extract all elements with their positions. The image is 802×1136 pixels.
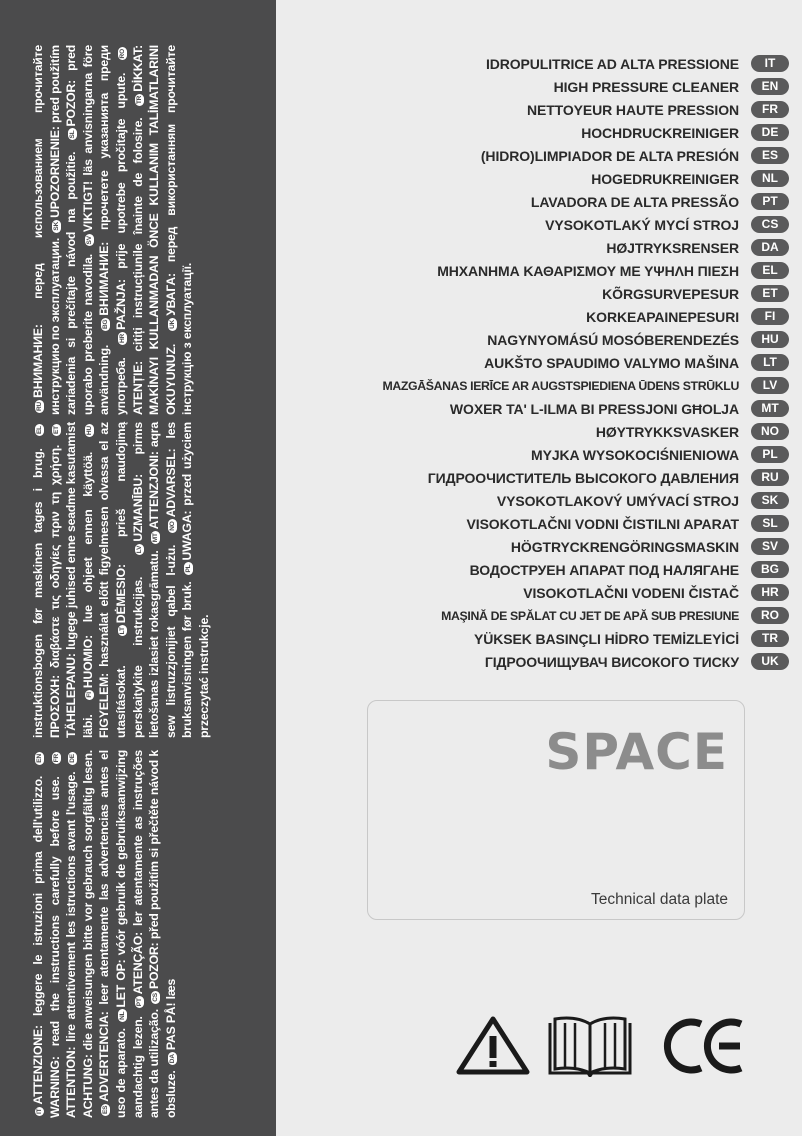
language-code-pill: CS [751,216,789,233]
title-row [287,259,778,282]
technical-data-plate-label: Technical data plate [590,891,728,908]
warning-lang-badge: EN [36,754,43,763]
warning-lang-badge: HR [118,333,126,343]
title-row [287,581,779,604]
language-code-pill: LT [751,354,789,371]
language-code-pill: ES [751,147,789,164]
warning-lang-badge: IT [36,1108,43,1114]
warning-lang-badge: EL [36,426,43,435]
language-code-pill: TR [751,630,789,647]
warning-text: LET OP: vóór gebruik de gebruiksaanwijzing aandachtig lezen. [113,750,145,1118]
warning-lang-badge: DE [69,754,77,763]
language-code-pill: BG [751,561,789,578]
warning-lang-badge: UK [168,319,176,329]
title-row [287,167,778,190]
warnings-column-1 [30,750,260,1118]
warning-text: DİKKAT: MAKİNAYI KULLANMADAN ÖNCE KULLANIM TALİMATLARINI OKUYUNUZ. [130,45,178,415]
warning-text: ATENÇÃO: ler atentamente as instruções antes da utilização. [130,750,162,1118]
title-row [287,282,778,305]
product-name: SPACE [545,723,728,781]
warning-lang-badge: PL [185,564,193,573]
language-code-pill: SV [751,538,789,555]
warning-text: ΠΡΟΣΟΧΗ: διαβάστε τις οδηγίες πριν τη χρήση. [47,438,62,738]
warning-lang-badge: LV [135,545,143,554]
warning-lang-badge: HU [85,426,93,436]
warning-text: ВНИМАНИЕ: прочетете указанията преди употреба. [97,45,128,415]
title-row [287,144,778,167]
product-title: NETTOYEUR HAUTE PRESSION [526,101,739,118]
warning-lang-badge: NO [168,521,176,531]
title-row [287,213,779,236]
warning-text: ADVARSEL: les bruksanvisningen før bruk. [163,422,195,738]
product-title: VISOKOTLAČNI VODENI ČISTAČ [523,584,739,601]
title-row [287,75,779,98]
warning-lang-badge: FR [52,754,60,763]
language-code-pill: NL [751,170,789,187]
product-title: HOCHDRUCKREINIGER [581,124,739,141]
warning-lang-badge: MT [152,533,160,543]
warning-text: UZMANĪBU: pirms lietošanas izlasiet rokasgrāmatu. [130,422,162,738]
title-row [287,98,778,121]
language-code-pill: IT [751,55,789,72]
title-row [287,535,778,558]
language-code-pill: PT [751,193,789,210]
language-code-pill: PL [751,446,789,463]
language-code-pill: FR [751,101,789,118]
language-code-pill: SL [751,515,789,532]
warning-lang-badge: ET [52,426,60,435]
title-row [287,374,778,397]
language-code-pill: MT [751,400,789,417]
language-code-pill: NO [751,423,789,440]
warnings-panel [0,0,276,1136]
product-title: ГІДРООЧИЩУВАЧ ВИСОКОГО ТИСКУ [484,653,739,670]
warning-text: УВАГА: перед використанням прочитайте інструкцію з експлуатації. [163,45,195,415]
product-title: HØYTRYKKSVASKER [595,423,739,440]
title-row [287,121,779,144]
product-title: VYSOKOTLAKOVÝ UMÝVACÍ STROJ [496,492,739,509]
product-title: ΜΗΧΑΝΗΜΑ ΚΑΘΑΡΙΣΜΟΥ ΜΕ ΥΨΗΛΗ ΠΙΕΣΗ [437,262,739,279]
warning-text: PAŽNJA: prije upotrebe pročitajte upute. [113,62,128,330]
warning-lang-badge: DA [168,1054,176,1064]
title-row [287,512,778,535]
warning-lang-badge: NL [118,1011,126,1020]
title-row [287,420,779,443]
warning-lang-badge: FI [85,692,93,698]
warning-text: WARNING: read the instructions carefully before use. [47,766,62,1118]
product-title: HIGH PRESSURE CLEANER [553,78,739,95]
title-row [287,650,779,673]
warning-text: UWAGA: przed użyciem przeczytać instrukcje. [180,422,211,738]
title-row [287,236,779,259]
product-title: VYSOKOTLAKÝ MYCÍ STROJ [545,216,739,233]
warning-lang-badge: RO [118,48,126,59]
title-row [287,397,779,420]
warning-lang-badge: SL [69,130,77,139]
warning-lang-badge: PT [135,998,143,1007]
warning-lang-badge: LT [118,627,126,635]
warning-text: ВНИМАНИЕ: перед использованием прочитайте инструкцию по эксплуатации. [31,45,62,415]
language-code-pill: DA [751,239,789,256]
warning-lang-badge: TR [135,95,143,105]
warning-text: UPOZORNENIE: pred použitím zariadenia si prečítajte návod na použitie. [47,45,79,415]
warning-text: ACHTUNG: die anweisungen bitte vor gebrauch sorgfältig lesen. [80,750,95,1118]
product-title: (HIDRO)LIMPIADOR DE ALTA PRESIÓN [480,147,739,164]
language-code-pill: UK [751,653,789,670]
title-row [287,604,779,627]
product-title: YÜKSEK BASINÇLI HİDRO TEMİZLEYİCİ [473,630,739,647]
product-title: MYJKA WYSOKOCIŚNIENIOWA [531,446,739,463]
warnings-column-2 [30,422,260,738]
warning-text: POZOR: před použitím si přečtěte návod k obsluze. [147,750,178,1118]
warning-text: TÄHELEPANU: lugege juhised enne seadme kasutamist läbi. [64,422,95,738]
language-code-pill: LV [751,377,789,394]
title-row [287,190,778,213]
title-row [287,466,779,489]
title-row [287,305,776,328]
warning-lang-badge: ES [102,1105,110,1114]
language-code-pill: SK [751,492,789,509]
warning-text: ADVERTENCIA: leer atentamente las advertencias antes el uso de aparato. [97,750,128,1118]
warning-lang-badge: BG [102,319,110,330]
warning-text: ATENȚIE: citiți instrucțiunile înainte de folosire. [130,108,145,415]
warning-text: instruktionsbogen før maskinen tages i brug. [31,438,45,738]
warning-lang-badge: SV [85,236,93,245]
warning-lang-badge: RU [36,401,43,411]
warning-triangle-icon [455,1015,531,1075]
warning-text: HUOMIO: lue ohjeet ennen käyttöä. [80,439,95,689]
language-code-pill: EN [751,78,789,95]
title-row [287,52,776,75]
warning-text: ATTENZIONE: leggere le istruzioni prima dell'utilizzo. [31,766,45,1105]
title-row [287,489,779,512]
language-code-pill: HU [751,331,789,348]
title-row [287,443,778,466]
language-code-pill: EL [751,262,789,279]
product-title: HÖGTRYCKRENGÖRINGSMASKIN [510,538,739,555]
ce-mark-icon [661,1015,749,1077]
warning-text: VIKTIGT! läs anvisningarna före användning. [80,44,112,415]
product-title: MAŞINĂ DE SPĂLAT CU JET DE APĂ SUB PRESIUNE [441,608,739,623]
language-code-pill: FI [751,308,789,325]
warnings-column-3 [30,45,260,415]
language-code-pill: ET [751,285,789,302]
language-code-pill: DE [751,124,789,141]
product-title: KORKEAPAINEPESURI [586,308,739,325]
product-title: HØJTRYKSRENSER [606,239,739,256]
product-title: ВОДОСТРУЕН АПАРАТ ПОД НАЛЯГАНЕ [469,561,739,578]
technical-data-plate-area [367,700,745,920]
product-title: KÕRGSURVEPESUR [602,285,739,302]
manual-book-icon [547,1015,633,1077]
safety-symbols [455,1015,755,1085]
warning-text: ATTENTION: lire attentivement les istructions avant l'usage. [64,766,79,1118]
product-title: WOXER TA' L-ILMA BI PRESSJONI GĦOLJA [449,400,739,417]
product-title: NAGYNYOMÁSÚ MOSÓBERENDEZÉS [487,331,739,348]
product-title: IDROPULITRICE AD ALTA PRESSIONE [485,55,739,72]
product-title: AUKŠTO SPAUDIMO VALYMO MAŠINA [484,354,739,371]
product-title: VISOKOTLAČNI VODNI ČISTILNI APARAT [466,515,739,532]
product-title: ГИДРООЧИСТИТЕЛЬ ВЫСОКОГО ДАВЛЕНИЯ [427,469,739,486]
warning-text: DĖMESIO: prieš naudojimą perskaitykite instrukcijas. [113,421,145,738]
language-code-pill: RU [751,469,789,486]
title-row [287,351,777,374]
product-title: LAVADORA DE ALTA PRESSÃO [530,193,739,210]
warning-text: POZOR: pred uporabo preberite navodila. [64,45,95,415]
title-row [287,627,778,650]
language-code-pill: HR [751,584,789,601]
product-title-list [287,52,779,673]
warning-text: PAS PÅ! læs [163,978,178,1051]
product-title: HOGEDRUKREINIGER [591,170,739,187]
title-row [287,558,779,581]
warning-text: FIGYELEM: használat előtt figyelmesen olvassa el az utasításokat. [97,422,128,738]
product-title: MAZGĀŠANAS IERĪCE AR AUGSTSPIEDIENA ŪDENS STRŪKLU [382,378,739,393]
warning-text: ATTENZJONI: aqra sew listruzzjonijiet qabel l-użu. [147,422,178,738]
language-code-pill: RO [751,607,789,624]
title-row [287,328,779,351]
warning-lang-badge: CS [152,993,160,1002]
warning-lang-badge: SK [52,221,60,231]
